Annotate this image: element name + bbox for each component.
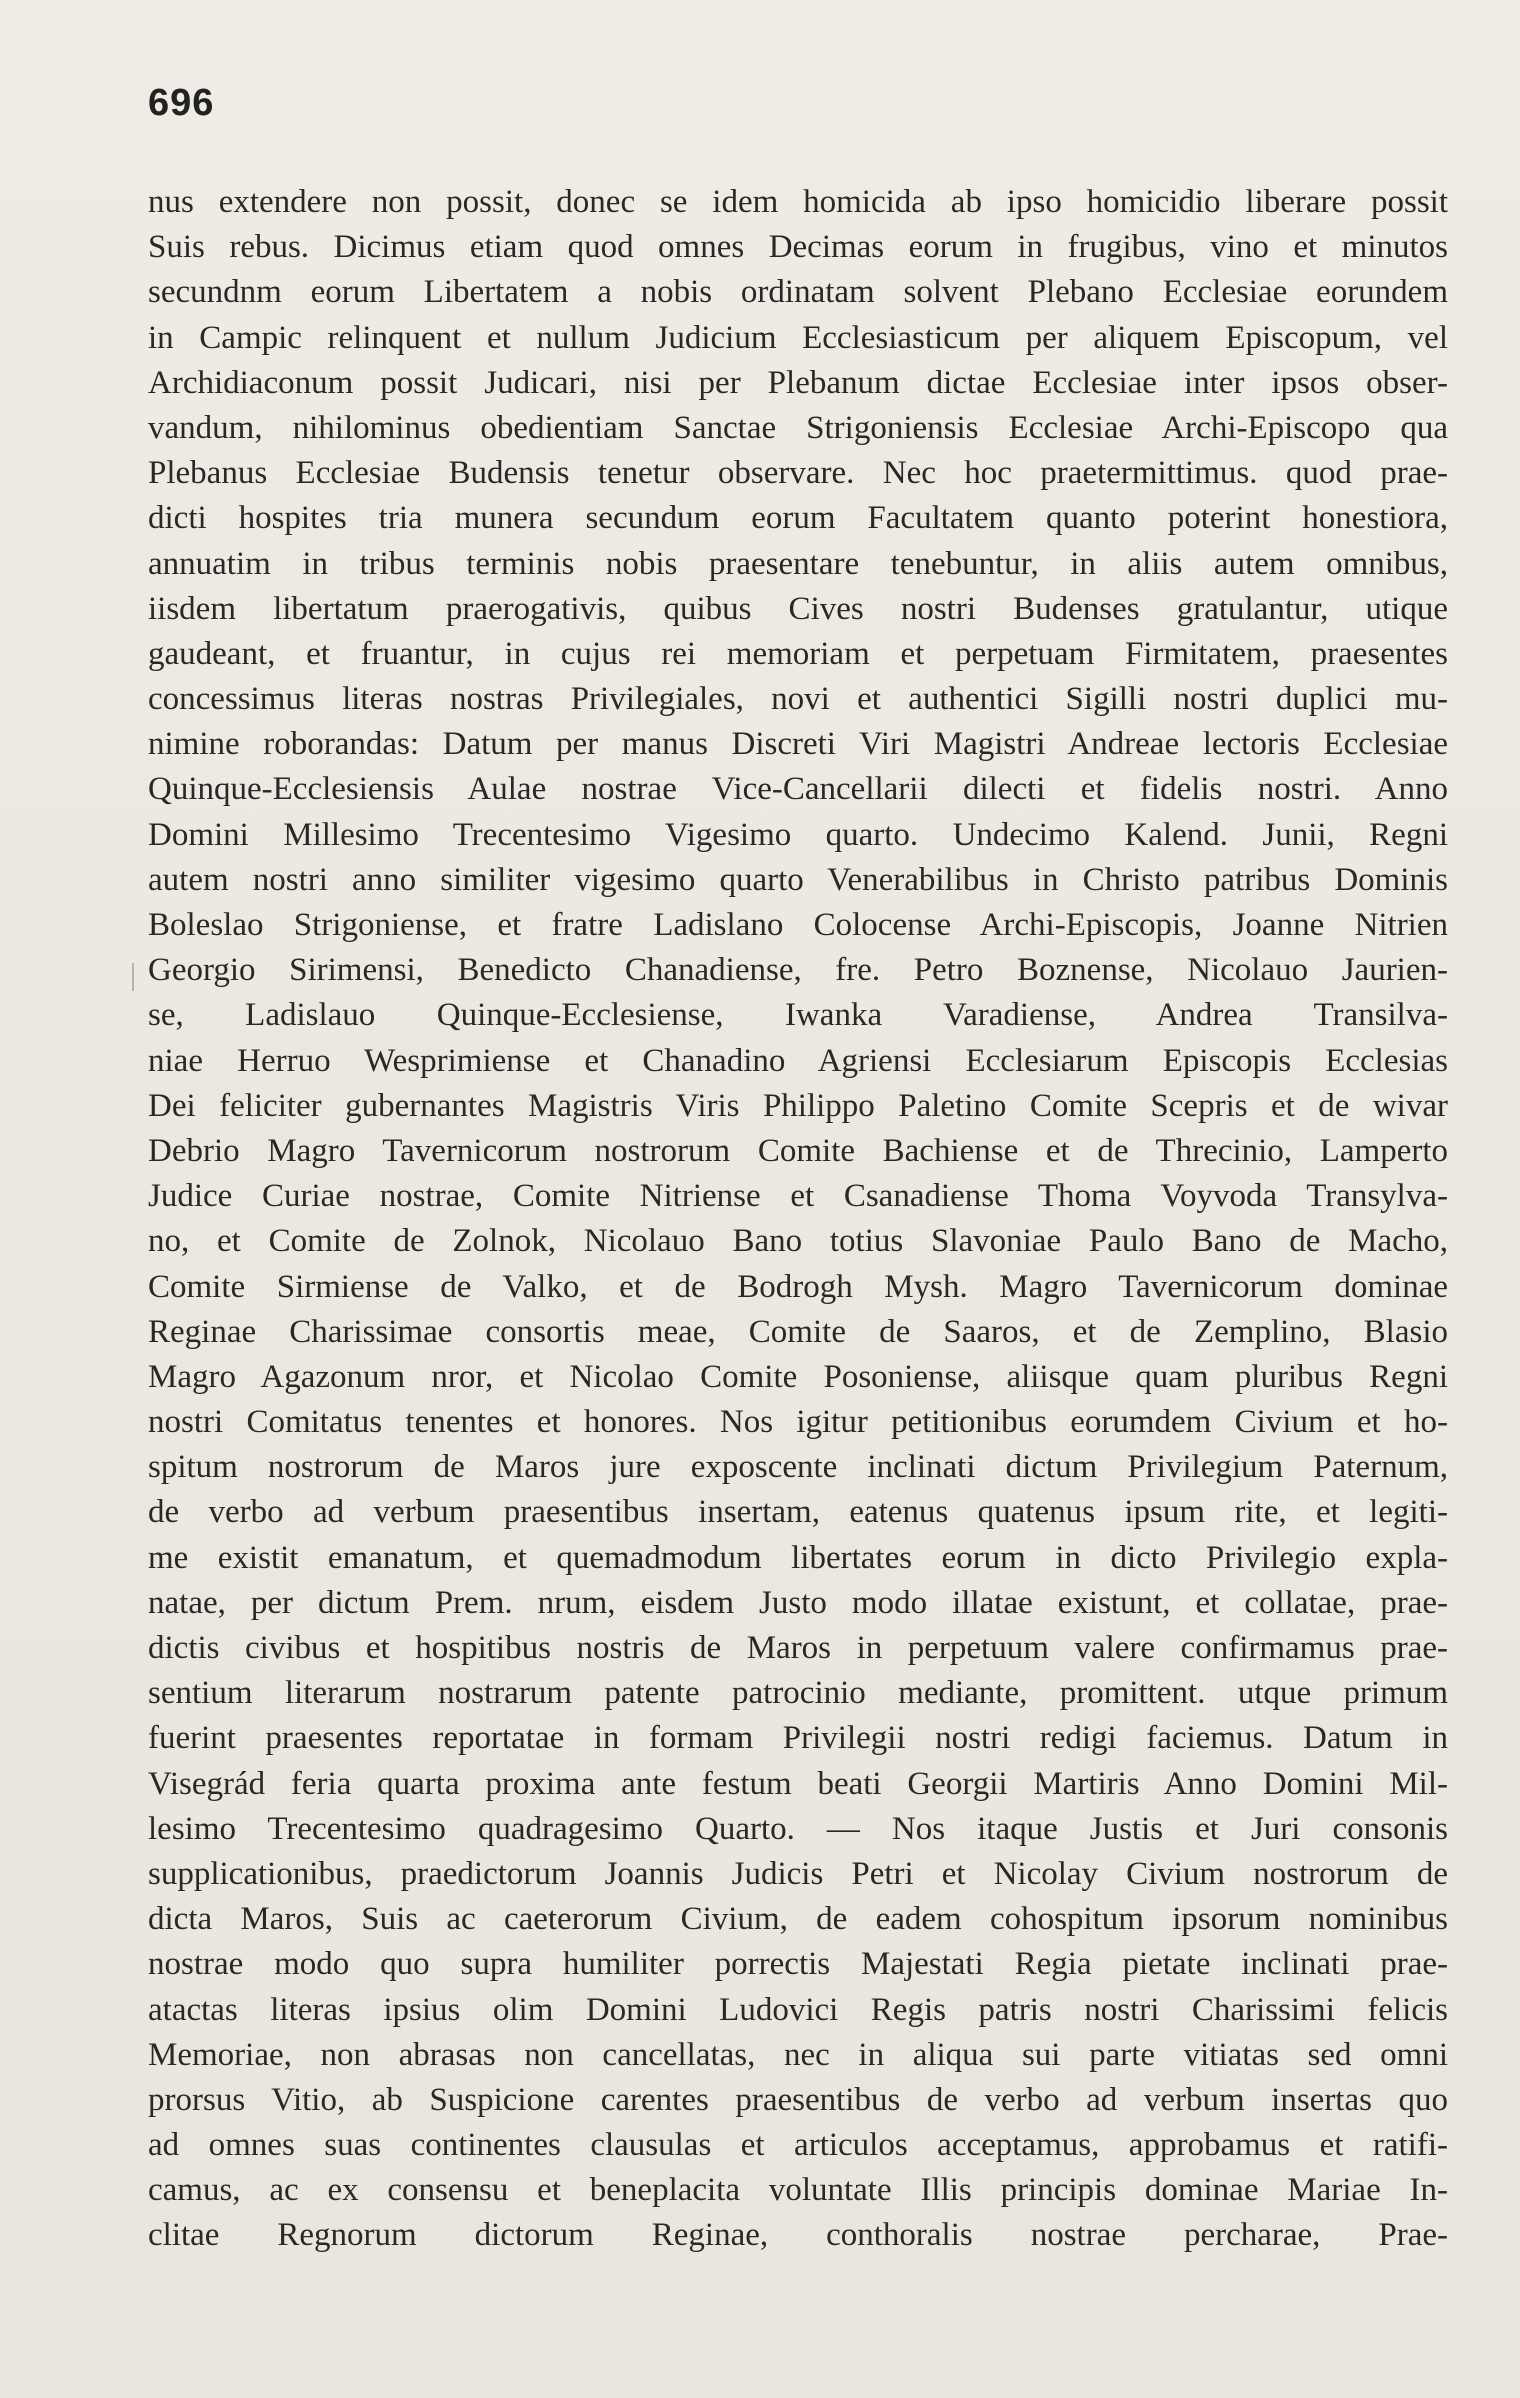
- text-line: spitum nostrorum de Maros jure exposcente inclinati dictum Privilegium Paternum,: [148, 1449, 1448, 1486]
- text-line: Domini Millesimo Trecentesimo Vigesimo quarto. Undecimo Kalend. Junii, Regni: [148, 816, 1448, 853]
- text-line: nus extendere non possit, donec se idem homicida ab ipso homicidio liberare possit: [148, 184, 1448, 220]
- text-line: ad omnes suas continentes clausulas et articulos acceptamus, approbamus et ratifi-: [148, 2127, 1448, 2164]
- text-line: Visegrád feria quarta proxima ante festum beati Georgii Martiris Anno Domini Mil-: [148, 1765, 1448, 1802]
- text-line: nostrae modo quo supra humiliter porrectis Majestati Regia pietate inclinati prae-: [148, 1946, 1448, 1983]
- text-line: Georgio Sirimensi, Benedicto Chanadiense, fre. Petro Boznense, Nicolauo Jaurien-: [148, 952, 1448, 989]
- text-line: natae, per dictum Prem. nrum, eisdem Justo modo illatae existunt, et collatae, prae-: [148, 1584, 1448, 1621]
- text-line: concessimus literas nostras Privilegiales, novi et authentici Sigilli nostri duplici mu-: [148, 681, 1448, 718]
- text-line: atactas literas ipsius olim Domini Ludovici Regis patris nostri Charissimi felicis: [148, 1991, 1448, 2028]
- text-line: dicta Maros, Suis ac caeterorum Civium, de eadem cohospitum ipsorum nominibus: [148, 1901, 1448, 1938]
- text-line: secundnm eorum Libertatem a nobis ordinatam solvent Plebano Ecclesiae eorundem: [148, 274, 1448, 311]
- text-line: niae Herruo Wesprimiense et Chanadino Agriensi Ecclesiarum Episcopis Ecclesias: [148, 1042, 1448, 1079]
- text-line: Judice Curiae nostrae, Comite Nitriense et Csanadiense Thoma Voyvoda Transylva-: [148, 1178, 1448, 1215]
- text-line: Comite Sirmiense de Valko, et de Bodrogh Mysh. Magro Tavernicorum dominae: [148, 1268, 1448, 1305]
- text-line: Magro Agazonum nror, et Nicolao Comite Posoniense, aliisque quam pluribus Regni: [148, 1358, 1448, 1395]
- text-line: nimine roborandas: Datum per manus Discreti Viri Magistri Andreae lectoris Ecclesiae: [148, 726, 1448, 763]
- page-number: 696: [148, 82, 215, 124]
- text-line: no, et Comite de Zolnok, Nicolauo Bano totius Slavoniae Paulo Bano de Macho,: [148, 1223, 1448, 1260]
- text-line: iisdem libertatum praerogativis, quibus Cives nostri Budenses gratulantur, utique: [148, 590, 1448, 627]
- text-line: nostri Comitatus tenentes et honores. Nos igitur petitionibus eorumdem Civium et ho-: [148, 1404, 1448, 1441]
- text-line: dicti hospites tria munera secundum eorum Facultatem quanto poterint honestiora,: [148, 500, 1448, 537]
- text-line: fuerint praesentes reportatae in formam Privilegii nostri redigi faciemus. Datum in: [148, 1720, 1448, 1757]
- text-line: Debrio Magro Tavernicorum nostrorum Comite Bachiense et de Threcinio, Lamperto: [148, 1132, 1448, 1169]
- text-line: vandum, nihilominus obedientiam Sanctae Strigoniensis Ecclesiae Archi-Episcopo qua: [148, 409, 1448, 446]
- text-line: clitae Regnorum dictorum Reginae, conthoralis nostrae percharae, Prae-: [148, 2217, 1448, 2254]
- text-line: Memoriae, non abrasas non cancellatas, nec in aliqua sui parte vitiatas sed omni: [148, 2036, 1448, 2073]
- text-line: Quinque-Ecclesiensis Aulae nostrae Vice-Cancellarii dilecti et fidelis nostri. Anno: [148, 771, 1448, 808]
- text-line: prorsus Vitio, ab Suspicione carentes praesentibus de verbo ad verbum insertas quo: [148, 2081, 1448, 2118]
- text-line: camus, ac ex consensu et beneplacita voluntate Illis principis dominae Mariae In-: [148, 2172, 1448, 2209]
- text-line: Dei feliciter gubernantes Magistris Viris Philippo Paletino Comite Scepris et de wivar: [148, 1087, 1448, 1124]
- text-line: supplicationibus, praedictorum Joannis Judicis Petri et Nicolay Civium nostrorum de: [148, 1855, 1448, 1892]
- text-line: Suis rebus. Dicimus etiam quod omnes Decimas eorum in frugibus, vino et minutos: [148, 229, 1448, 266]
- text-line: Plebanus Ecclesiae Budensis tenetur observare. Nec hoc praetermittimus. quod prae-: [148, 455, 1448, 492]
- text-line: lesimo Trecentesimo quadragesimo Quarto. — Nos itaque Justis et Juri consonis: [148, 1810, 1448, 1847]
- text-line: sentium literarum nostrarum patente patrocinio mediante, promittent. utque primum: [148, 1675, 1448, 1712]
- text-line: in Campic relinquent et nullum Judicium Ecclesiasticum per aliquem Episcopum, vel: [148, 319, 1448, 356]
- text-line: Archidiaconum possit Judicari, nisi per Plebanum dictae Ecclesiae inter ipsos obser-: [148, 364, 1448, 401]
- text-line: dictis civibus et hospitibus nostris de Maros in perpetuum valere confirmamus prae-: [148, 1630, 1448, 1666]
- text-line: annuatim in tribus terminis nobis praesentare tenebuntur, in aliis autem omnibus,: [148, 545, 1448, 582]
- text-line: me existit emanatum, et quemadmodum libertates eorum in dicto Privilegio expla-: [148, 1539, 1448, 1576]
- text-line: de verbo ad verbum praesentibus insertam, eatenus quatenus ipsum rite, et legiti-: [148, 1494, 1448, 1531]
- margin-mark: [132, 963, 134, 991]
- text-line: se, Ladislauo Quinque-Ecclesiense, Iwanka Varadiense, Andrea Transilva-: [148, 997, 1448, 1034]
- text-line: Boleslao Strigoniense, et fratre Ladislano Colocense Archi-Episcopis, Joanne Nitrien: [148, 907, 1448, 943]
- body-text: [148, 180, 1448, 2259]
- text-line: Reginae Charissimae consortis meae, Comite de Saaros, et de Zemplino, Blasio: [148, 1313, 1448, 1350]
- text-line: autem nostri anno similiter vigesimo quarto Venerabilibus in Christo patribus Dominis: [148, 861, 1448, 898]
- text-line: gaudeant, et fruantur, in cujus rei memoriam et perpetuam Firmitatem, praesentes: [148, 635, 1448, 672]
